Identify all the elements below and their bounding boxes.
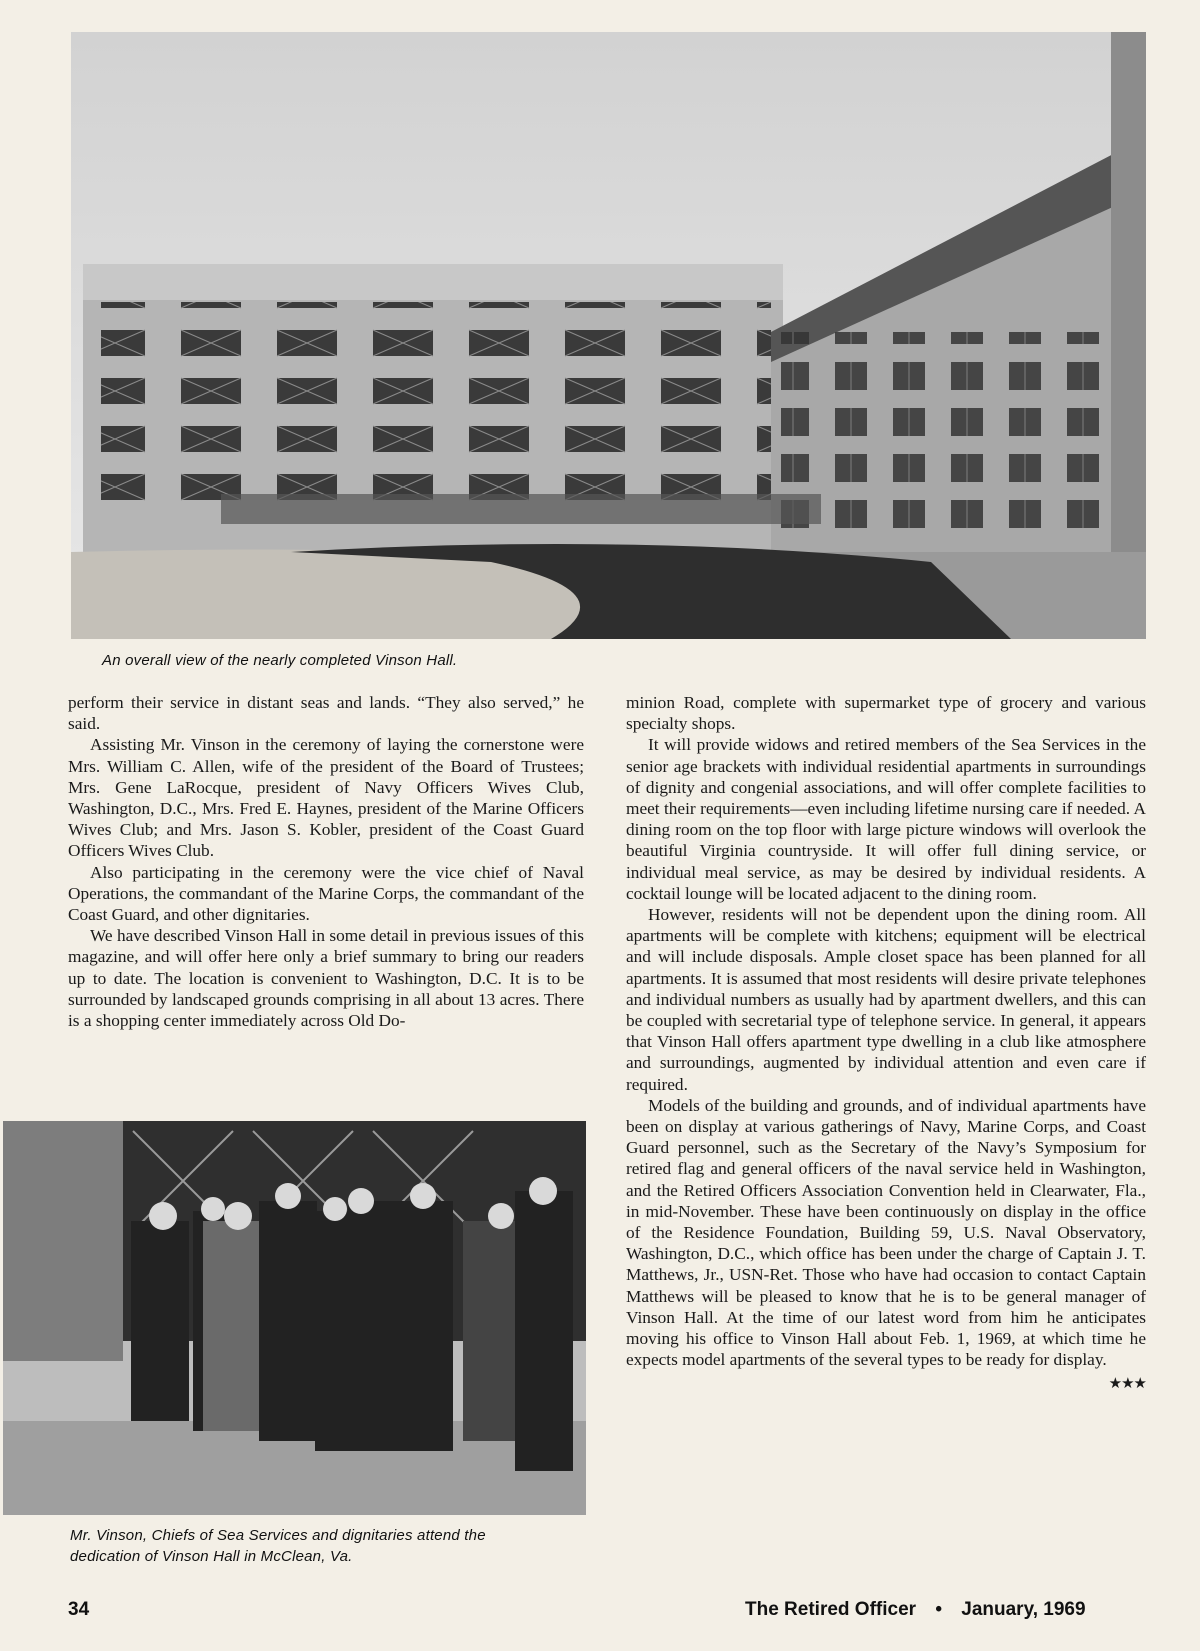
- bottom-photo-caption-line2: dedication of Vinson Hall in McClean, Va.: [70, 1548, 353, 1565]
- paragraph: Also participating in the ceremony were the vice chief of Naval Operations, the commandant of the Marine Corps, the commandant of the Coast Guard, and other dignitaries.: [68, 862, 584, 925]
- end-mark-stars: ★★★: [1108, 1373, 1146, 1392]
- paragraph: We have described Vinson Hall in some detail in previous issues of this magazine, and will offer here only a brief summary to bring our readers up to date. The location is convenient to Washington, D.C. It is to be surrounded by landscaped grounds comprising in all about 13 acres. There is a shopping center immediately across Old Do-: [68, 926, 584, 1031]
- footer-bullet: •: [935, 1599, 942, 1620]
- left-column: [68, 692, 584, 1031]
- top-photo-caption: An overall view of the nearly completed Vinson Hall.: [102, 652, 458, 669]
- paragraph: perform their service in distant seas and lands. “They also served,” he said.: [68, 693, 584, 734]
- publication-title: The Retired Officer: [745, 1599, 917, 1620]
- bottom-photo-caption: [70, 1525, 590, 1567]
- paragraph: minion Road, complete with supermarket type of grocery and various specialty shops.: [626, 693, 1146, 734]
- vinson-hall-photo: [71, 32, 1146, 639]
- dedication-photo: [3, 1121, 586, 1515]
- paragraph: However, residents will not be dependent upon the dining room. All apartments will be complete with kitchens; equipment will be electrical and will include disposals. Ample closet space has been planned for all apartments. It is assumed that most residents will desire private telephones and individual numbers as usually had by apartment dwellers, and this can be coupled with secretarial type of telephone service. In general, it appears that Vinson Hall offers apartment type dwelling in a club like atmosphere and surroundings, augmented by individual attention and even care if required.: [626, 905, 1146, 1094]
- page-number: 34: [68, 1599, 90, 1620]
- paragraph-text: Models of the building and grounds, and of individual apartments have been on display at various gatherings of Navy, Marine Corps, and Coast Guard personnel, such as the Secretary of the Navy’s Symposium for retired flag and general officers of the naval service held in Washington, and the Retired Officers Association Convention held in Clearwater, Fla., in mid-November. These have been continuously on display in the office of the Residence Foundation, Building 59, U.S. Naval Observatory, Washington, D.C., which office has been under the charge of Captain J. T. Matthews, Jr., USN-Ret. Those who have had occasion to contact Captain Matthews will be pleased to know that he is to be general manager of Vinson Hall. At the time of our latest word from him he anticipates moving his office to Vinson Hall about Feb. 1, 1969, at which time he expects model apartments of the several types to be ready for display.: [626, 1095, 1146, 1370]
- bottom-photo-caption-line1: Mr. Vinson, Chiefs of Sea Services and dignitaries attend the: [70, 1527, 486, 1544]
- paragraph: [626, 1095, 1146, 1392]
- right-column: [626, 692, 1146, 1394]
- paragraph: Assisting Mr. Vinson in the ceremony of laying the cornerstone were Mrs. William C. Allen, wife of the president of the Board of Trustees; Mrs. Gene LaRocque, president of Navy Officers Wives Club, Washington, D.C., Mrs. Fred E. Haynes, president of the Marine Officers Wives Club; and Mrs. Jason S. Kobler, president of the Coast Guard Officers Wives Club.: [68, 735, 584, 861]
- paragraph: It will provide widows and retired members of the Sea Services in the senior age brackets with individual residential apartments in surroundings of dignity and congenial associations, and will offer complete facilities to meet their requirements—even including lifetime nursing care if needed. A dining room on the top floor with large picture windows will overlook the beautiful Virginia countryside. It will offer full dining service, or individual meal service, as may be desired by individual residents. A cocktail lounge will be located adjacent to the dining room.: [626, 735, 1146, 903]
- footer-publication: [745, 1599, 1086, 1621]
- issue-date: January, 1969: [961, 1599, 1086, 1620]
